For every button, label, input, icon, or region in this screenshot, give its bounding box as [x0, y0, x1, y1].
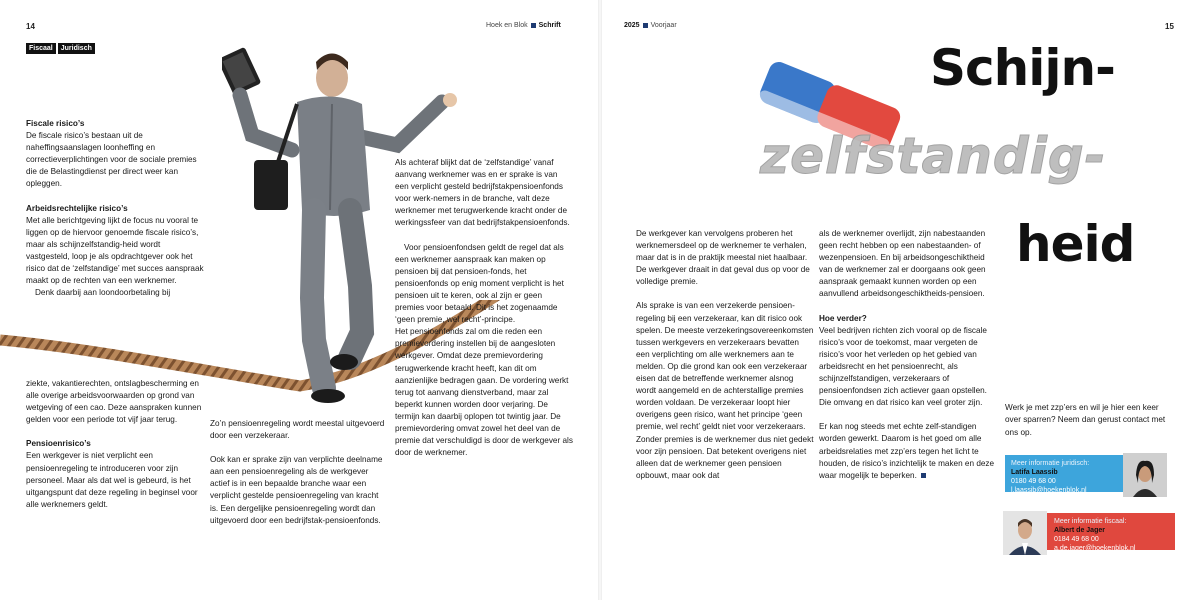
title-line-3: heid — [1016, 215, 1135, 273]
subheading-hoe-verder: Hoe verder? — [819, 313, 867, 323]
paragraph: Als sprake is van een verzekerde pensioen-regeling bij een verzekeraar, kan dit risico ook spelen. De meeste verzekeringsovereenkomsten tussen werkgevers en verzekeraars bevatten een verplichting om alle werknemers aan te melden. Op die grond kan ook een verzekeraar eisen dat de betreffende werknemer alsnog wordt aangemeld en de achterstallige premies worden voldaan. De verzekeraar loopt hier overigens geen risico, want het principe ‘geen premie, wel recht’ geldt niet voor verzekeraars. Zonder premies is de werknemer dus niet gedekt voor zijn pensioen. Dat betekent overigens niet alleen dat de werknemer geen pensioen opbouwt, maar ook dat — [636, 301, 814, 480]
contact-email[interactable]: l.laassib@hoekenblok.nl — [1011, 487, 1087, 494]
header-season: Voorjaar — [650, 22, 677, 29]
end-mark-icon — [921, 473, 926, 478]
page-number-right — [1165, 22, 1174, 31]
title-line-2-erased: zelfstandig- — [760, 127, 1107, 185]
avatar — [1003, 511, 1047, 555]
tag-fiscaal: Fiscaal — [26, 43, 56, 54]
subheading-pensioenrisicos: Pensioenrisico’s — [26, 439, 91, 449]
right-col2 — [819, 228, 997, 482]
subheading-arbeidsrechtelijke-risicos: Arbeidsrechtelijke risico’s — [26, 203, 128, 213]
left-col3 — [395, 157, 573, 459]
paragraph: ziekte, vakantierechten, ontslagbescherming en alle overige arbeidsvoorwaarden op grond van wetgeving of een cao. Deze aanspraken kunnen gelden voor een periode tot vijf jaar terug. — [26, 379, 202, 425]
contact-email[interactable]: a.de.jager@hoekenblok.nl — [1054, 545, 1136, 552]
left-col1-bottom — [26, 378, 204, 511]
paragraph: als de werknemer overlijdt, zijn nabestaanden geen recht hebben op een nabestaanden- of wezenpensioen. En bij arbeidsongeschiktheid van de werknemer zal er doorgaans ook geen aanspraak gemaakt kunnen worden op een aanvullend arbeidsongeschiktheids-pensioen. — [819, 229, 986, 299]
contact-phone[interactable]: 0180 49 68 00 — [1011, 478, 1056, 485]
page-number: 14 — [26, 22, 35, 31]
paragraph: Het pensioenfonds zal om die reden een premievordering instellen bij de aangesloten werkgever. Omdat deze premievordering terugwerkende kracht heeft, kan dit om aanzienlijke bedragen gaan. De vordering werkt terug tot aanvang dienstverband, maar zal beperkt kunnen worden door verjaring. De termijn kan daarbij oplopen tot twintig jaar. De premievordering omvat zowel het deel van de premie dat verschuldigd is door de werkgever als door de werknemer. — [395, 327, 573, 458]
right-col1 — [636, 228, 814, 482]
contact-label: Meer informatie juridisch: — [1011, 460, 1090, 467]
header-square-icon — [531, 23, 536, 28]
contact-text: Werk je met zzp’ers en wil je hier een keer over sparren? Neem dan gerust contact met ons op. — [1005, 403, 1166, 437]
tag-juridisch: Juridisch — [58, 43, 95, 54]
running-header-right — [624, 22, 677, 29]
page-number: 15 — [1165, 22, 1174, 31]
running-header-left — [486, 22, 561, 29]
contact-card-fiscaal — [1015, 513, 1175, 550]
paragraph: De werkgever kan vervolgens proberen het werknemersdeel op de werknemer te verhalen, maar dat is in de praktijk meestal niet haalbaar. De werkgever draait in dat geval dus op voor de volledige premie. — [636, 229, 810, 287]
paragraph: Een werkgever is niet verplicht een pensioenregeling te introduceren voor zijn personeel. Maar als dat wel is gebeurd, is het uitgangspunt dat deze regeling in beginsel voor alle werknemers geldt. — [26, 451, 198, 509]
contact-name: Albert de Jager — [1054, 527, 1105, 534]
contact-phone[interactable]: 0184 49 68 00 — [1054, 536, 1099, 543]
category-tags — [26, 43, 95, 54]
contact-card-juridisch — [1005, 455, 1165, 492]
right-page — [600, 0, 1200, 600]
paragraph: Ook kan er sprake zijn van verplichte deelname aan een pensioenregeling als de werkgever actief is in een bepaalde branche waar een verplicht gestelde pensioenregeling van kracht is. Een dergelijke pensioenregeling wordt dan uitgevoerd door een bedrijfstak-pensioenfonds. — [210, 455, 383, 525]
paragraph: De fiscale risico’s bestaan uit de naheffingsaanslagen loonheffing en correctieverplichtingen voor de sociale premies die de Belastingdienst per direct weer kan opleggen. — [26, 131, 197, 189]
paragraph: Met alle berichtgeving lijkt de focus nu vooral te liggen op de hiervoor genoemde fiscale risico’s, maar als schijnzelfstandig-heid wordt vastgesteld, loop je als opdrachtgever ook het risico dat de ‘zelfstandige’ met succes aanspraak maakt op de rechten van een werknemer. — [26, 215, 204, 286]
left-col1-top — [26, 118, 204, 299]
header-year: 2025 — [624, 22, 640, 29]
paragraph: Er kan nog steeds met echte zelf-standigen worden gewerkt. Daarom is het goed om alle arbeidsrelaties met zzp’ers tegen het licht te houden, de risico’s inzichtelijk te maken en deze waar mogelijk te beperken. — [819, 422, 995, 480]
contact-card-text — [1011, 459, 1089, 495]
left-col2-bottom — [210, 418, 388, 527]
page-number-left — [26, 22, 35, 31]
contact-name: Latifa Laassib — [1011, 469, 1058, 476]
avatar — [1123, 453, 1167, 497]
paragraph: Als achteraf blijkt dat de ‘zelfstandige’ vanaf aanvang werknemer was en er sprake is van een verplicht gesteld bedrijfstakpensioenfonds voor werk-nemers in de branche, valt deze werknemer met terugwerkende kracht onder de werkingssfeer van dat bedrijfstakpensioenfonds. — [395, 158, 570, 228]
header-publisher: Hoek en Blok — [486, 22, 528, 29]
contact-label: Meer informatie fiscaal: — [1054, 518, 1127, 525]
title-line-1: Schijn- — [930, 39, 1115, 97]
paragraph: Veel bedrijven richten zich vooral op de fiscale risico’s voor de toekomst, maar vergeten de risico’s voor het verleden op het gebied van arbeidsrecht en het pensioenrecht, als schijnzelfstandigen, verzekeraars of pensioenfondsen zich actiever gaan opstellen. Die omvang en dat risico kan veel groter zijn. — [819, 325, 987, 408]
contact-card-text — [1054, 517, 1135, 553]
header-square-icon — [643, 23, 648, 28]
paragraph: Voor pensioenfondsen geldt de regel dat als een werknemer aanspraak kan maken op pensioen bij dat pensioen-fonds, het pensioenfonds op enig moment verplicht is het pensioen uit te keren, ook al zijn er geen premies voor betaald. Dit is het zogenaamde ‘geen premie, wel recht’-principe. — [395, 242, 564, 325]
header-magazine: Schrift — [538, 22, 561, 29]
paragraph: Denk daarbij aan loondoorbetaling bij — [35, 288, 171, 298]
paragraph: Zo’n pensioenregeling wordt meestal uitgevoerd door een verzekeraar. — [210, 419, 385, 441]
subheading-fiscale-risicos: Fiscale risico’s — [26, 119, 85, 128]
